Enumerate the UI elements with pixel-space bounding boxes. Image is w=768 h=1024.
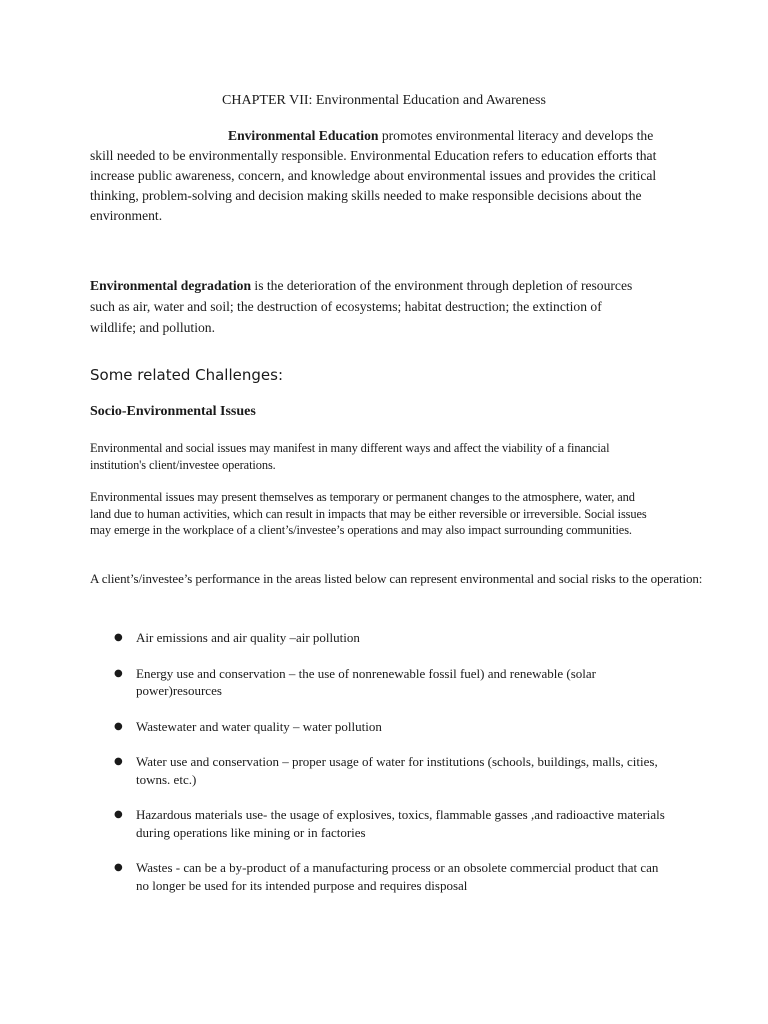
list-item: ● Wastewater and water quality – water pollution bbox=[114, 718, 382, 734]
degradation-paragraph bbox=[90, 275, 650, 338]
list-item: ● Wastes - can be a by-product of a manufacturing process or an obsolete commercial product that can no longer be used for its intended purpose and requires disposal bbox=[114, 860, 659, 893]
paragraph-environmental-issues: Environmental issues may present themselves as temporary or permanent changes to the atmosphere, water, and land due to human activities, which can result in impacts that may be either reversible or irreversible. Social issues may emerge in the workplace of a client’s/investee’s operations and may also impact surrounding communities. bbox=[90, 490, 647, 537]
intro-term: Environmental Education bbox=[228, 128, 379, 143]
bullet-icon: ● bbox=[114, 720, 123, 732]
bullet-icon: ● bbox=[114, 756, 123, 767]
bullet-icon: ● bbox=[114, 632, 123, 643]
risk-areas-list bbox=[114, 629, 674, 912]
list-item: ● Hazardous materials use- the usage of explosives, toxics, flammable gasses ,and radioactive materials during operations like mining or in factories bbox=[114, 807, 665, 840]
degradation-text: is the deterioration of the environment through depletion of resources such as air, water and soil; the destruction of ecosystems; habitat destruction; the extinction of wildlife; and pollution. bbox=[90, 278, 633, 335]
intro-text: promotes environmental literacy and develops the skill needed to be environmentally responsible. Environmental Education refers to education efforts that increase public awareness, concern, and knowledge about environmental issues and provides the critical thinking, problem-solving and decision making skills needed to make responsible decisions about the environment. bbox=[90, 128, 657, 223]
bullet-icon: ● bbox=[114, 667, 123, 679]
intro-paragraph bbox=[90, 126, 680, 226]
paragraph-performance-areas: A client’s/investee’s performance in the areas listed below can represent environmental and social risks to the operation: bbox=[90, 571, 703, 586]
degradation-term: Environmental degradation bbox=[90, 278, 252, 293]
chapter-title: CHAPTER VII: Environmental Education and Awareness bbox=[222, 93, 546, 108]
list-item: ● Water use and conservation – proper usage of water for institutions (schools, buildings, malls, cities, towns. etc.) bbox=[114, 754, 658, 787]
list-item: ● Energy use and conservation – the use of nonrenewable fossil fuel) and renewable (solar power)resources bbox=[114, 665, 597, 698]
paragraph-social-issues: Environmental and social issues may manifest in many different ways and affect the viability of a financial institution's client/investee operations. bbox=[90, 441, 610, 472]
list-item: ● Air emissions and air quality –air pollution bbox=[114, 630, 360, 645]
bullet-icon: ● bbox=[114, 809, 123, 820]
bullet-icon: ● bbox=[114, 862, 123, 873]
socio-environmental-heading: Socio-Environmental Issues bbox=[90, 404, 256, 419]
challenges-heading: Some related Challenges: bbox=[90, 366, 283, 384]
